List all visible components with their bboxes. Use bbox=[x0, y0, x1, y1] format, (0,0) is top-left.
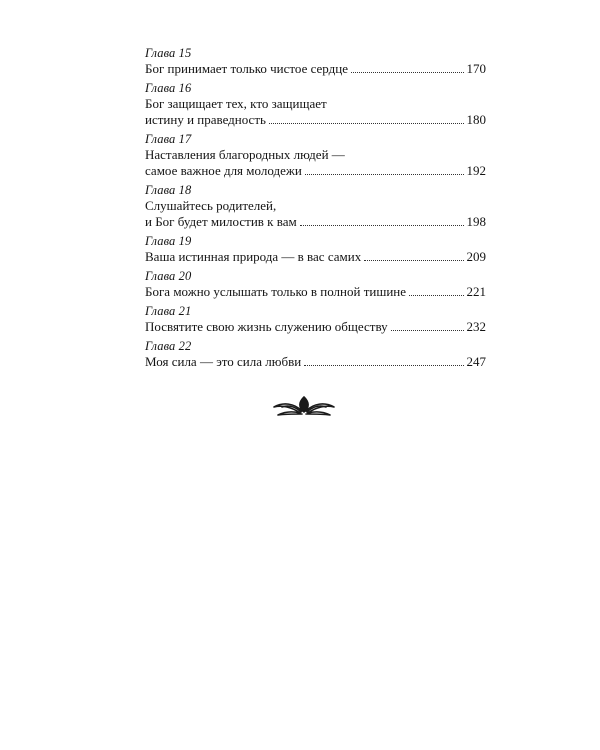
page-number: 221 bbox=[466, 284, 486, 299]
dot-leader bbox=[269, 123, 464, 124]
chapter-label: Глава 21 bbox=[145, 304, 192, 318]
toc-title-line bbox=[145, 354, 486, 370]
dot-leader bbox=[391, 330, 464, 331]
dot-leader bbox=[351, 72, 464, 73]
dot-leader bbox=[364, 260, 463, 261]
page-number: 170 bbox=[466, 61, 486, 76]
page-number: 232 bbox=[466, 319, 486, 334]
toc-title-line bbox=[145, 112, 486, 128]
toc-title-line bbox=[145, 249, 486, 265]
toc-title-line bbox=[145, 319, 486, 335]
chapter-title: самое важное для молодежи bbox=[145, 163, 302, 178]
toc-title-line bbox=[145, 163, 486, 179]
chapter-label: Глава 18 bbox=[145, 183, 192, 197]
toc-title-line bbox=[145, 61, 486, 77]
chapter-label: Глава 22 bbox=[145, 339, 192, 353]
chapter-title: Бог принимает только чистое сердце bbox=[145, 61, 348, 76]
toc-title-line bbox=[145, 284, 486, 300]
page-number: 180 bbox=[466, 112, 486, 127]
dot-leader bbox=[304, 365, 463, 366]
chapter-title-line-1: Слушайтесь родителей, bbox=[145, 198, 277, 213]
chapter-title: Ваша истинная природа — в вас самих bbox=[145, 249, 362, 264]
chapter-title-line-1: Наставления благородных людей — bbox=[145, 147, 345, 162]
dot-leader bbox=[300, 225, 464, 226]
dot-leader bbox=[409, 295, 463, 296]
toc-entry-21 bbox=[145, 304, 486, 335]
toc-entry-19 bbox=[145, 234, 486, 265]
toc-entry-17 bbox=[145, 132, 486, 179]
chapter-label: Глава 19 bbox=[145, 234, 192, 248]
table-of-contents bbox=[145, 46, 486, 374]
chapter-title: Моя сила — это сила любви bbox=[145, 354, 302, 369]
chapter-label: Глава 20 bbox=[145, 269, 192, 283]
toc-entry-18 bbox=[145, 183, 486, 230]
chapter-title-line-1: Бог защищает тех, кто защищает bbox=[145, 96, 327, 111]
chapter-label: Глава 16 bbox=[145, 81, 192, 95]
toc-entry-22 bbox=[145, 339, 486, 370]
chapter-title: истину и праведность bbox=[145, 112, 266, 127]
chapter-title: Посвятите свою жизнь служению обществу bbox=[145, 319, 388, 334]
page-number: 192 bbox=[466, 163, 486, 178]
dot-leader bbox=[305, 174, 464, 175]
chapter-label: Глава 15 bbox=[145, 46, 192, 60]
page-number: 247 bbox=[466, 354, 486, 369]
page-number: 198 bbox=[466, 214, 486, 229]
toc-entry-16 bbox=[145, 81, 486, 128]
page-number: 209 bbox=[466, 249, 486, 264]
toc-entry-15 bbox=[145, 46, 486, 77]
chapter-label: Глава 17 bbox=[145, 132, 192, 146]
chapter-title: и Бог будет милостив к вам bbox=[145, 214, 297, 229]
lotus-ornament-icon bbox=[270, 393, 338, 417]
chapter-title: Бога можно услышать только в полной тишине bbox=[145, 284, 407, 299]
toc-entry-20 bbox=[145, 269, 486, 300]
toc-title-line bbox=[145, 214, 486, 230]
